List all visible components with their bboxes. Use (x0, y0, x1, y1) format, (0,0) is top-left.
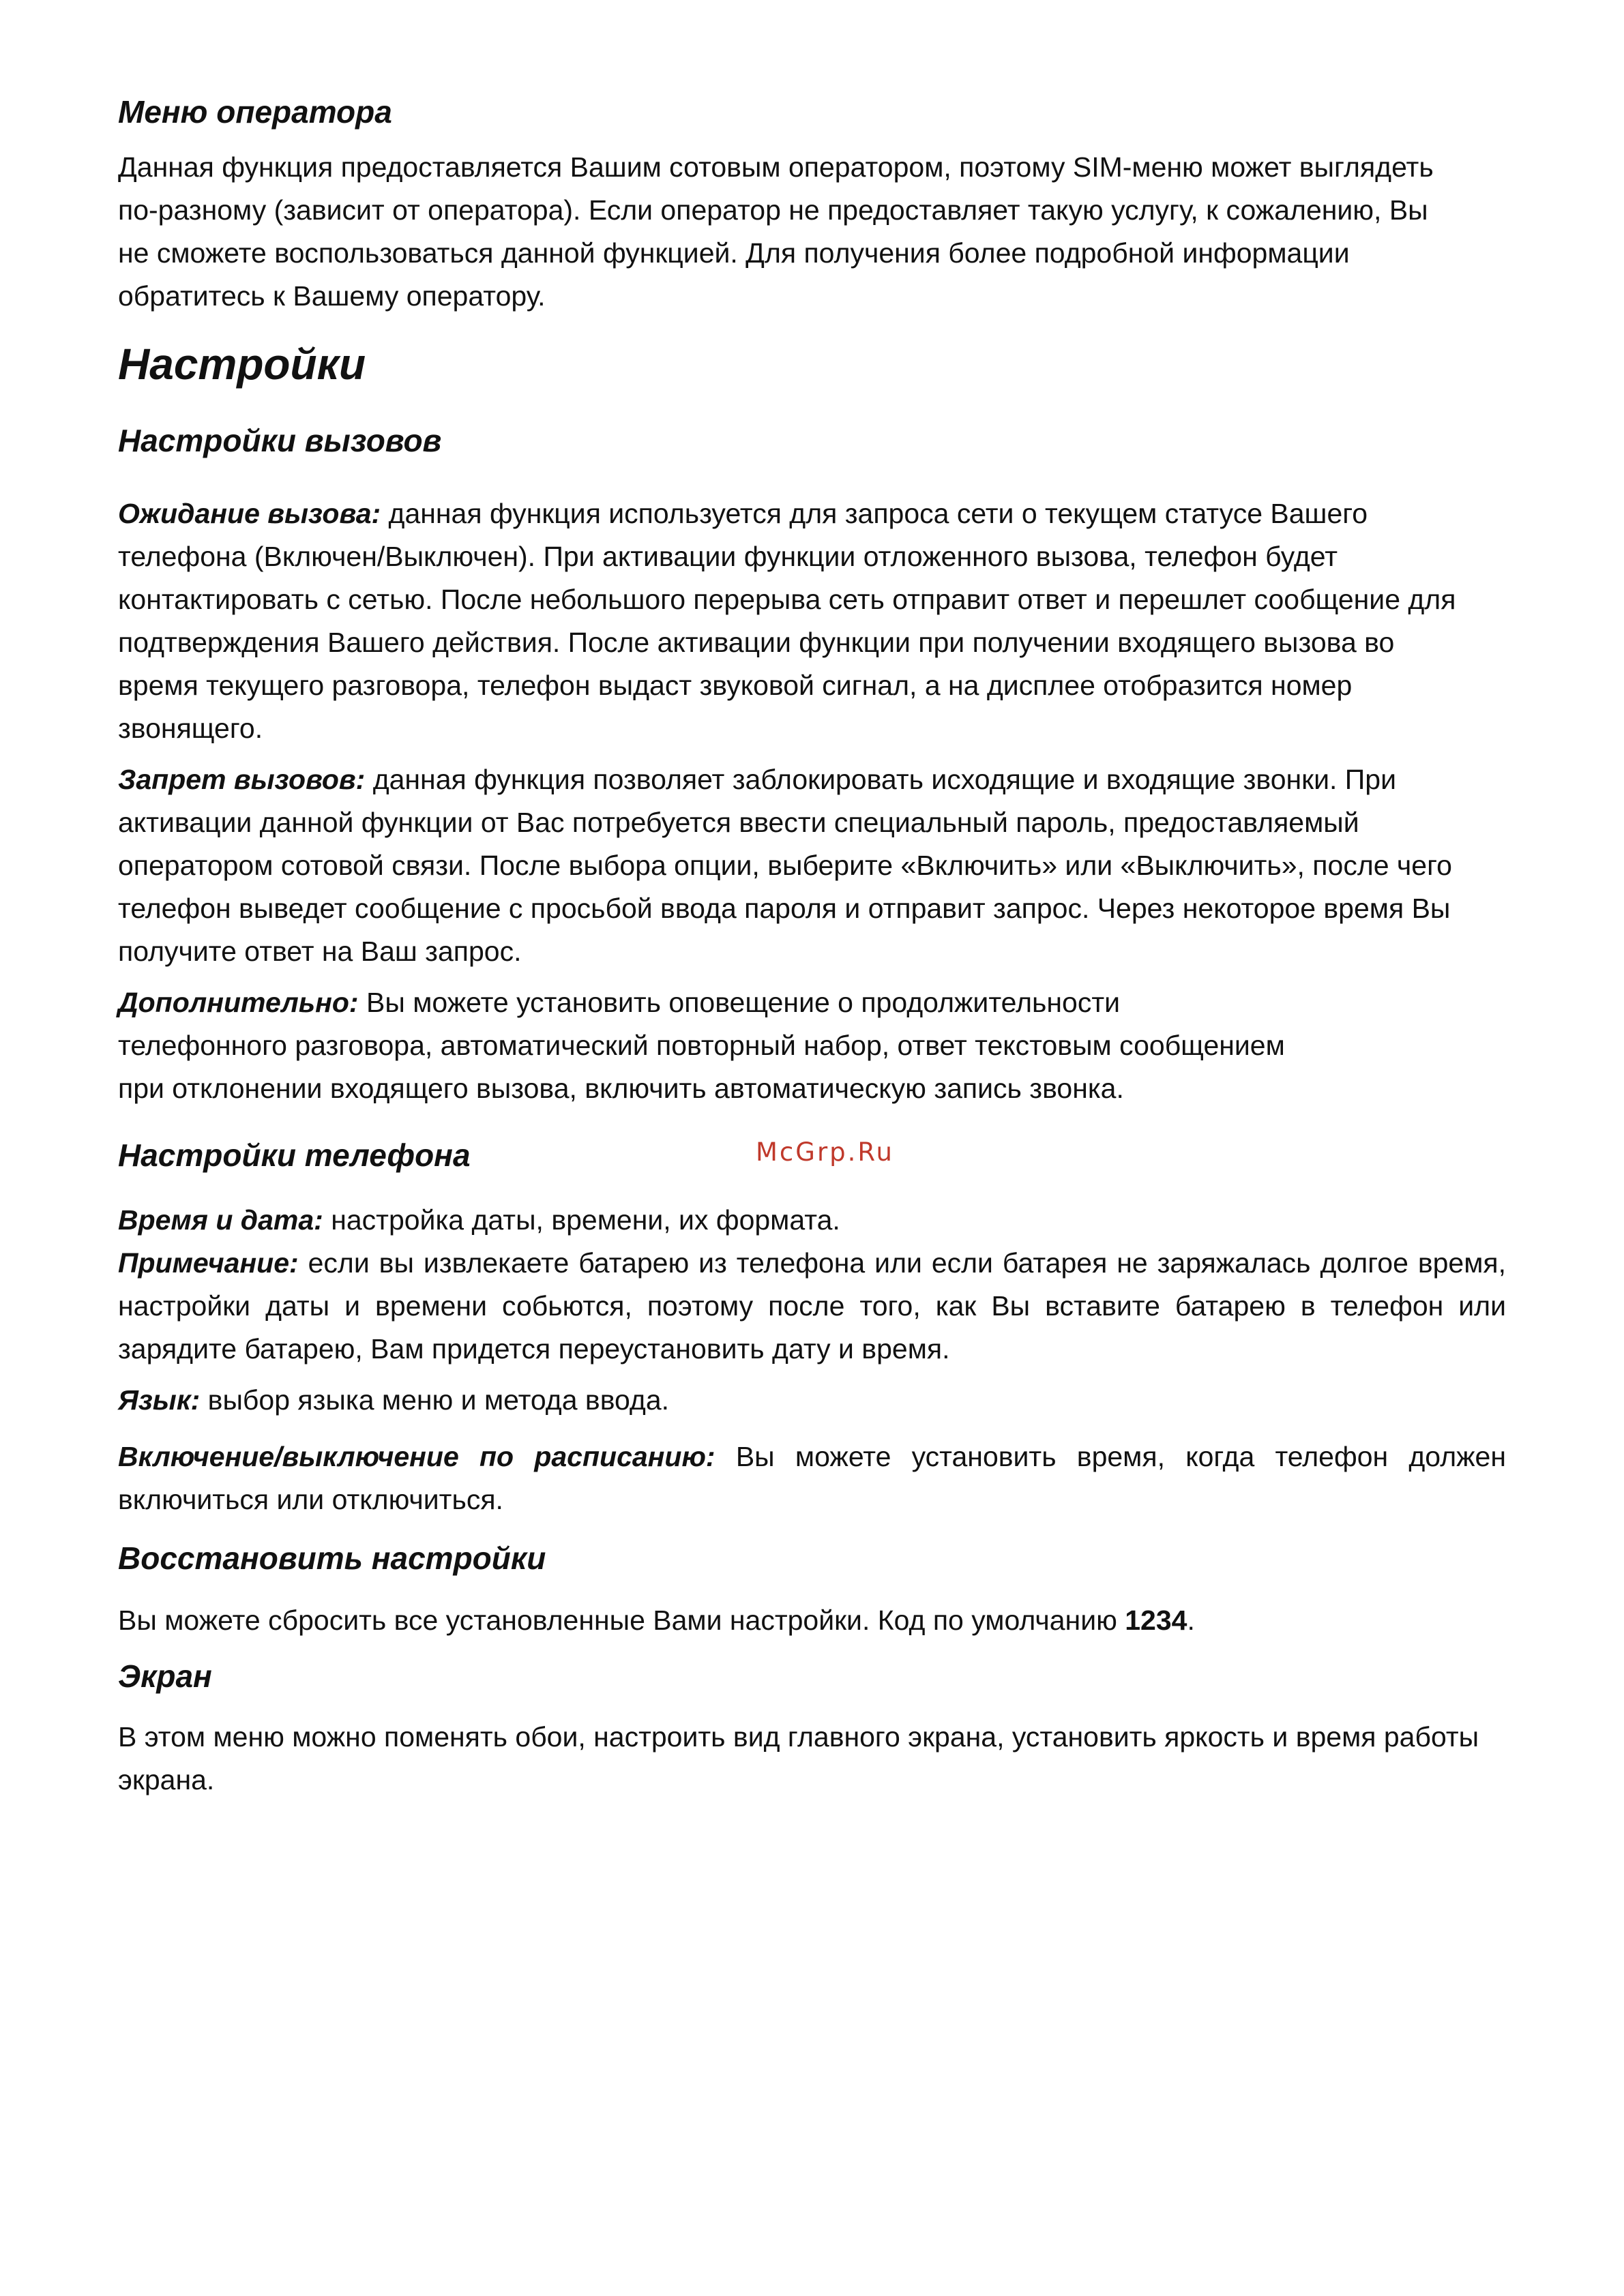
additional-text: Вы можете установить оповещение о продолжительности телефонного разговора, автоматический повторный набор, ответ текстовым сообщением при отклонении входящего вызова, включить автоматическую запись звонка. (118, 987, 1285, 1104)
additional-term: Дополнительно: (118, 987, 359, 1018)
schedule-text: Вы можете установить время, когда телефон должен включиться или отключиться. (118, 1441, 1506, 1515)
phone-settings-heading: Настройки телефона (118, 1137, 471, 1173)
note-term: Примечание: (118, 1247, 299, 1279)
call-barring-term: Запрет вызовов: (118, 764, 366, 795)
restore-text-end: . (1187, 1605, 1195, 1636)
settings-title: Настройки (118, 340, 366, 389)
watermark: McGrp.Ru (756, 1137, 894, 1167)
datetime-paragraph (118, 1199, 1506, 1242)
language-text: выбор языка меню и метода ввода. (200, 1384, 670, 1416)
operator-menu-text: Данная функция предоставляется Вашим сотовым оператором, поэтому SIM-меню может выглядеть по-разному (зависит от оператора). Если оператор не предоставляет такую услугу, к сожалению, Вы не сможете воспользоваться данной функцией. Для получения более подробной информации обратитесь к Вашему оператору. (118, 151, 1434, 312)
call-barring-paragraph (118, 758, 1482, 973)
note-paragraph (118, 1242, 1506, 1371)
restore-text: Вы можете сбросить все установленные Вами настройки. Код по умолчанию (118, 1605, 1125, 1636)
datetime-term: Время и дата: (118, 1204, 323, 1236)
screen-paragraph: В этом меню можно поменять обои, настроить вид главного экрана, установить яркость и время работы экрана. (118, 1721, 1479, 1795)
schedule-paragraph (118, 1435, 1506, 1521)
default-code: 1234 (1125, 1605, 1187, 1636)
additional-paragraph (118, 981, 1291, 1110)
call-waiting-term: Ожидание вызова: (118, 498, 381, 529)
language-paragraph (118, 1379, 1506, 1422)
call-settings-heading: Настройки вызовов (118, 423, 442, 458)
page-content (118, 82, 1506, 1802)
restore-paragraph (118, 1599, 1506, 1642)
note-text: если вы извлекаете батарею из телефона или если батарея не заряжалась долгое время, настройки даты и времени собьются, поэтому после того, как Вы вставите батарею в телефон или зарядите батарею, Вам придется переустановить дату и время. (118, 1247, 1506, 1365)
operator-menu-heading: Меню оператора (118, 94, 392, 130)
call-waiting-text: данная функция используется для запроса сети о текущем статусе Вашего телефона (Включен/Выключен). При активации функции отложенного вызова, телефон будет контактировать с сетью. После небольшого перерыва сеть отправит ответ и перешлет сообщение для подтверждения Вашего действия. После активации функции при получении входящего вызова во время текущего разговора, телефон выдаст звуковой сигнал, а на дисплее отобразится номер звонящего. (118, 498, 1456, 744)
screen-heading: Экран (118, 1658, 212, 1694)
schedule-term: Включение/выключение по расписанию: (118, 1441, 715, 1472)
restore-heading: Восстановить настройки (118, 1540, 546, 1576)
datetime-text: настройка даты, времени, их формата. (323, 1204, 840, 1236)
language-term: Язык: (118, 1384, 201, 1416)
call-barring-text: данная функция позволяет заблокировать исходящие и входящие звонки. При активации данной функции от Вас потребуется ввести специальный пароль, предоставляемый оператором сотовой связи. После выбора опции, выберите «Включить» или «Выключить», после чего телефон выведет сообщение с просьбой ввода пароля и отправит запрос. Через некоторое время Вы получите ответ на Ваш запрос. (118, 764, 1452, 967)
call-waiting-paragraph (118, 492, 1482, 750)
